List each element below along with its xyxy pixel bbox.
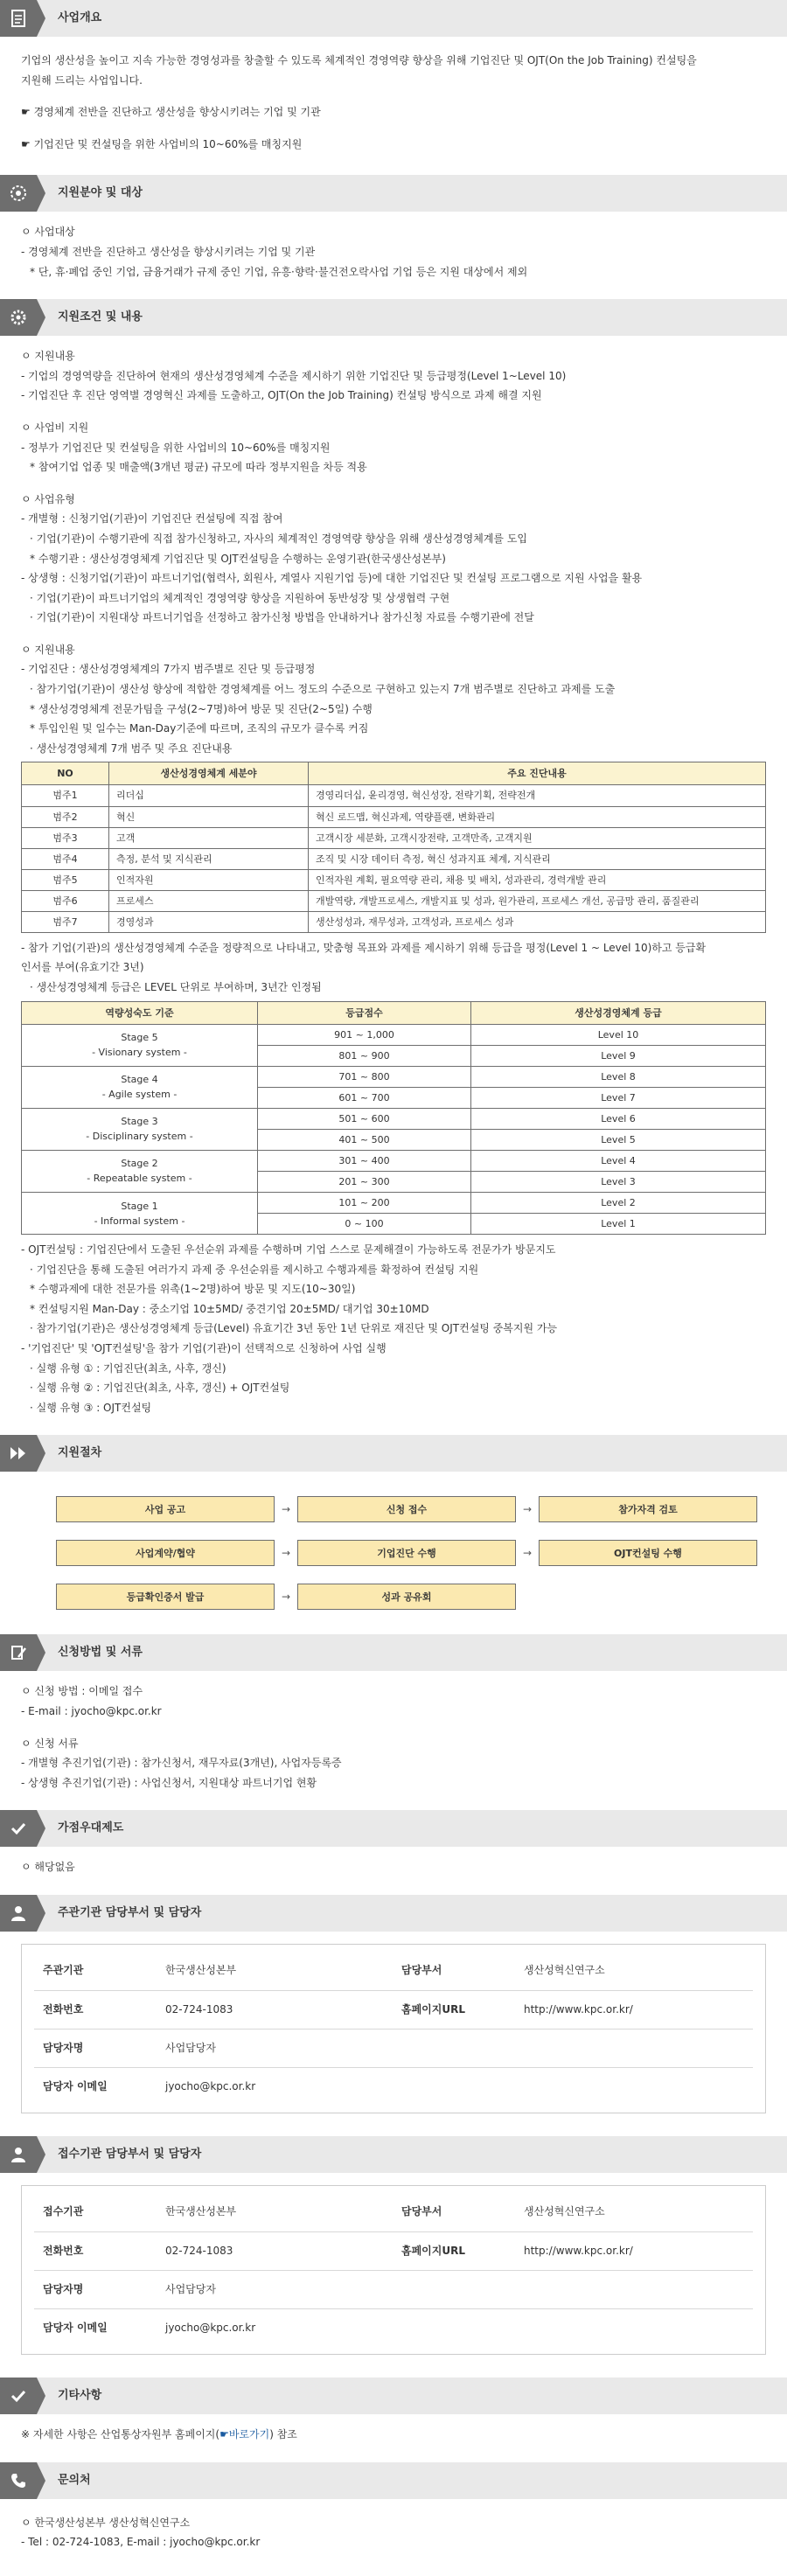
table-row xyxy=(22,1066,766,1087)
table-cell: 301 ~ 400 xyxy=(258,1150,471,1171)
list-item: ㅇ 해당없음 xyxy=(21,1861,75,1874)
list-item: - 기업의 경영역량을 진단하여 현재의 생산성경영체계 수준을 제시하기 위한 기업진단 및 등급평정(Level 1~Level 10) xyxy=(21,369,567,382)
arrow-icon: → xyxy=(281,1503,291,1516)
homepage-link[interactable]: http://www.kpc.or.kr/ xyxy=(515,2231,753,2270)
list-item: · 실행 유형 ③ : OJT컨설팅 xyxy=(30,1401,152,1414)
arrow-icon: → xyxy=(522,1503,533,1516)
table-cell: 02-724-1083 xyxy=(157,1990,393,2029)
section-etc xyxy=(0,2378,787,2462)
table-row xyxy=(22,827,766,848)
list-item: ㅇ 사업비 지원 xyxy=(21,421,89,434)
stage-name: Stage 4 xyxy=(121,1074,158,1086)
section-title: 접수기관 담당부서 및 담당자 xyxy=(58,2147,202,2161)
table-cell: 범주3 xyxy=(22,827,109,848)
table-row xyxy=(22,1108,766,1129)
section-title: 가점우대제도 xyxy=(58,1821,124,1835)
list-item: * 생산성경영체계 전문가팀을 구성(2~7명)하여 방문 및 진단(2~5일) 수행 xyxy=(30,702,373,715)
section-title: 지원분야 및 대상 xyxy=(58,186,143,200)
list-item: - OJT컨설팅 : 기업진단에서 도출된 우선순위 과제를 수행하며 기업 스스로 문제해결이 가능하도록 전문가가 방문지도 xyxy=(21,1243,556,1257)
table-cell: 프로세스 xyxy=(109,890,309,911)
procedure-step: 사업계약/협약 xyxy=(56,1540,275,1566)
table-key: 담당자 이메일 xyxy=(34,2308,157,2347)
table-cell: Level 2 xyxy=(471,1193,766,1214)
table-cell: jyocho@kpc.or.kr xyxy=(165,2321,256,2334)
arrow-icon: → xyxy=(281,1591,291,1604)
list-item: - Tel : 02-724-1083, E-mail : jyocho@kpc.or.kr xyxy=(21,2536,261,2549)
table-cell: 한국생산성본부 xyxy=(157,2193,393,2231)
section-contact xyxy=(0,2462,787,2570)
procedure-step: 사업 공고 xyxy=(56,1496,275,1522)
table-cell: 0 ~ 100 xyxy=(258,1214,471,1235)
section-title: 지원절차 xyxy=(58,1446,102,1460)
shortcut-link[interactable]: ☛바로가기 xyxy=(219,2428,270,2441)
table-cell: 범주2 xyxy=(22,806,109,827)
stage-name: Stage 2 xyxy=(121,1158,158,1170)
table-cell: 혁신 xyxy=(109,806,309,827)
list-item: · 참가기업(기관)은 생산성경영체계 등급(Level) 유효기간 3년 동안 1년 단위로 재진단 및 OJT컨설팅 중복지원 가능 xyxy=(30,1322,558,1335)
bullet: ☛ 경영체계 전반을 진단하고 생산성을 향상시키려는 기업 및 기관 xyxy=(21,106,321,119)
table-cell: 인적자원 계획, 필요역량 관리, 채용 및 배치, 성과관리, 경력개발 관리 xyxy=(309,869,766,890)
table-row xyxy=(22,1150,766,1171)
section-header xyxy=(0,0,787,37)
list-item: ㅇ 사업유형 xyxy=(21,492,75,505)
section-bonus xyxy=(0,1810,787,1895)
list-item: · 실행 유형 ① : 기업진단(최초, 사후, 갱신) xyxy=(30,1361,226,1375)
target-icon xyxy=(0,175,37,212)
stage-desc: - Disciplinary system - xyxy=(86,1131,193,1143)
list-item: - 개별형 추진기업(기관) : 참가신청서, 재무자료(3개년), 사업자등록증 xyxy=(21,1757,342,1770)
procedure-step: 기업진단 수행 xyxy=(297,1540,516,1566)
section-header xyxy=(0,1810,787,1847)
arrow-icon: → xyxy=(281,1547,291,1560)
section-procedure xyxy=(0,1435,787,1634)
table-cell: 개발역량, 개발프로세스, 개발지표 및 성과, 원가관리, 프로세스 개선, 공급망 관리, 품질관리 xyxy=(309,890,766,911)
list-item: - 기업진단 : 생산성경영체계의 7가지 범주별로 진단 및 등급평정 xyxy=(21,663,316,676)
table-row xyxy=(34,2270,753,2308)
table-row xyxy=(34,1952,753,1990)
table-cell: 501 ~ 600 xyxy=(258,1108,471,1129)
pencil-icon xyxy=(0,1634,37,1671)
list-item: * 참여기업 업종 및 매출액(3개년 평균) 규모에 따라 정부지원을 차등 적용 xyxy=(30,461,367,474)
table-key: 주관기관 xyxy=(34,1952,157,1990)
table-row xyxy=(22,785,766,806)
list-item: · 참가기업(기관)이 생산성 향상에 적합한 경영체계를 어느 정도의 수준으로 구현하고 있는지 7개 범주별로 진단하고 과제를 도출 xyxy=(30,683,616,696)
table-cell: 사업담당자 xyxy=(157,2270,753,2308)
list-item: * 컨설팅지원 Man-Day : 중소기업 10±5MD/ 중견기업 20±5MD/ 대기업 30±10MD xyxy=(30,1302,429,1315)
list-item: - 정부가 기업진단 및 컨설팅을 위한 사업비의 10~60%를 매칭지원 xyxy=(21,441,331,454)
table-cell: Level 10 xyxy=(471,1024,766,1045)
list-item: ㅇ 지원내용 xyxy=(21,350,75,363)
list-item: ㅇ 사업대상 xyxy=(21,226,75,239)
level-table xyxy=(21,1001,766,1236)
stage-cell xyxy=(22,1066,258,1108)
list-item: 인서를 부여(유효기간 3년) xyxy=(21,961,144,974)
list-item: - 개별형 : 신청기업(기관)이 기업진단 컨설팅에 직접 참여 xyxy=(21,512,283,526)
table-cell: Level 3 xyxy=(471,1171,766,1192)
table-key: 담당부서 xyxy=(393,2193,515,2231)
gear-icon xyxy=(0,299,37,336)
procedure-step: 신청 접수 xyxy=(297,1496,516,1522)
table-key: 접수기관 xyxy=(34,2193,157,2231)
list-item: - 상생형 추진기업(기관) : 사업신청서, 지원대상 파트너기업 현황 xyxy=(21,1776,317,1789)
table-key: 담당자명 xyxy=(34,2029,157,2067)
section-title: 신청방법 및 서류 xyxy=(58,1646,143,1660)
list-item: · 기업(기관)이 파트너기업의 체계적인 경영역량 향상을 지원하여 동반성장 및 상생협력 구현 xyxy=(30,591,450,604)
table-cell: 101 ~ 200 xyxy=(258,1193,471,1214)
stage-cell xyxy=(22,1193,258,1235)
table-cell: 생산성성과, 재무성과, 고객성과, 프로세스 성과 xyxy=(309,911,766,932)
table-header: 생산성경영체계 세분야 xyxy=(109,762,309,785)
table-header: 등급점수 xyxy=(258,1001,471,1024)
section-header xyxy=(0,299,787,336)
table-cell: 생산성혁신연구소 xyxy=(515,1952,753,1990)
list-item: - 기업진단 후 진단 영역별 경영혁신 과제를 도출하고, OJT(On the Job Training) 컨설팅 방식으로 과제 해결 지원 xyxy=(21,389,542,402)
list-item: - 경영체계 전반을 진단하고 생산성을 향상시키려는 기업 및 기관 xyxy=(21,245,316,258)
table-key: 홈페이지URL xyxy=(393,2231,515,2270)
section-title: 문의처 xyxy=(58,2473,91,2487)
list-item: · 생산성경영체계 등급은 LEVEL 단위로 부여하며, 3년간 인정됨 xyxy=(30,981,322,993)
table-row xyxy=(22,911,766,932)
section-condition xyxy=(0,299,787,1435)
table-key: 홈페이지URL xyxy=(393,1990,515,2029)
host-info-box xyxy=(21,1944,766,2113)
table-row xyxy=(34,2193,753,2231)
list-item: ㅇ 한국생산성본부 생산성혁신연구소 xyxy=(21,2516,191,2529)
list-item: ㅇ 지원내용 xyxy=(21,643,75,656)
table-cell: 범주7 xyxy=(22,911,109,932)
paragraph: 기업의 생산성을 높이고 지속 가능한 경영성과를 창출할 수 있도록 체계적인 경영역량 향상을 위해 기업진단 및 OJT(On the Job Training) 컨설팅을 xyxy=(21,54,697,66)
table-cell: Level 9 xyxy=(471,1045,766,1066)
table-cell: 901 ~ 1,000 xyxy=(258,1024,471,1045)
table-header: 생산성경영체계 등급 xyxy=(471,1001,766,1024)
note-text: ※ 자세한 사항은 산업통상자원부 홈페이지( xyxy=(21,2428,220,2441)
host-table xyxy=(34,1952,753,2106)
table-row xyxy=(22,1193,766,1214)
section-header xyxy=(0,2136,787,2173)
table-cell: 601 ~ 700 xyxy=(258,1087,471,1108)
list-item: ㅇ 신청 방법 : 이메일 접수 xyxy=(21,1685,143,1698)
stage-desc: - Visionary system - xyxy=(92,1047,187,1059)
table-row xyxy=(34,2067,753,2106)
table-key: 담당부서 xyxy=(393,1952,515,1990)
table-cell: 고객시장 세분화, 고객시장전략, 고객만족, 고객지원 xyxy=(309,827,766,848)
table-cell: 조직 및 시장 데이터 측정, 혁신 성과지표 체계, 지식관리 xyxy=(309,848,766,869)
section-header xyxy=(0,1634,787,1671)
section-header xyxy=(0,1435,787,1472)
table-cell: 범주5 xyxy=(22,869,109,890)
table-row xyxy=(22,1024,766,1045)
table-key: 담당자 이메일 xyxy=(34,2067,157,2106)
table-cell: 사업담당자 xyxy=(157,2029,753,2067)
list-item: - 상생형 : 신청기업(기관)이 파트너기업(협력사, 회원사, 계열사 지원기업 등)에 대한 기업진단 및 컨설팅 프로그램으로 지원 사업을 활용 xyxy=(21,572,643,585)
list-item: · 생산성경영체계 7개 범주 및 주요 진단내용 xyxy=(30,741,233,755)
person-icon xyxy=(0,2136,37,2173)
table-cell: 701 ~ 800 xyxy=(258,1066,471,1087)
table-cell: 경영성과 xyxy=(109,911,309,932)
table-header: 역량성숙도 기준 xyxy=(22,1001,258,1024)
table-cell: 한국생산성본부 xyxy=(157,1952,393,1990)
procedure-step: OJT컨설팅 수행 xyxy=(539,1540,757,1566)
stage-desc: - Informal system - xyxy=(94,1215,185,1227)
table-row xyxy=(22,890,766,911)
stage-name: Stage 3 xyxy=(121,1116,158,1128)
table-cell: 201 ~ 300 xyxy=(258,1171,471,1192)
stage-desc: - Repeatable system - xyxy=(87,1173,192,1185)
check-icon xyxy=(0,1810,37,1847)
double-arrow-icon xyxy=(0,1435,37,1472)
receiver-table xyxy=(34,2193,753,2347)
table-row xyxy=(22,806,766,827)
table-cell: Level 6 xyxy=(471,1108,766,1129)
note-text: ) 참조 xyxy=(269,2428,297,2441)
table-cell: 범주6 xyxy=(22,890,109,911)
table-cell: Level 7 xyxy=(471,1087,766,1108)
section-header xyxy=(0,2462,787,2499)
section-field xyxy=(0,175,787,299)
person-icon xyxy=(0,1895,37,1932)
table-cell: 경영리더십, 윤리경영, 혁신성장, 전략기획, 전략전개 xyxy=(309,785,766,806)
phone-icon xyxy=(0,2462,37,2499)
table-row xyxy=(22,848,766,869)
list-item: * 단, 휴·폐업 중인 기업, 금융거래가 규제 중인 기업, 유흥·향락·불건전오락사업 기업 등은 지원 대상에서 제외 xyxy=(30,265,528,278)
check-icon xyxy=(0,2378,37,2414)
table-cell: Level 5 xyxy=(471,1129,766,1150)
list-item: ㅇ 신청 서류 xyxy=(21,1737,79,1750)
table-row xyxy=(34,2231,753,2270)
stage-desc: - Agile system - xyxy=(101,1089,178,1101)
list-item: * 투입인원 및 일수는 Man-Day기준에 따르며, 조직의 규모가 클수록 커짐 xyxy=(30,722,369,735)
section-header xyxy=(0,1895,787,1932)
section-title: 지원조건 및 내용 xyxy=(58,310,143,324)
section-header xyxy=(0,2378,787,2414)
list-item: - E-mail : jyocho@kpc.or.kr xyxy=(21,1705,162,1718)
table-row xyxy=(34,2308,753,2347)
table-cell: 리더십 xyxy=(109,785,309,806)
table-cell: 고객 xyxy=(109,827,309,848)
table-cell: 401 ~ 500 xyxy=(258,1129,471,1150)
table-cell: 범주1 xyxy=(22,785,109,806)
table-header: NO xyxy=(22,762,109,785)
table-cell: 범주4 xyxy=(22,848,109,869)
table-row xyxy=(22,869,766,890)
document-icon xyxy=(0,0,37,37)
list-item: · 기업(기관)이 지원대상 파트너기업을 선정하고 참가신청 방법을 안내하거나 참가신청 자료를 수행기관에 전달 xyxy=(30,611,534,624)
stage-cell xyxy=(22,1024,258,1066)
table-cell: Level 1 xyxy=(471,1214,766,1235)
list-item: * 수행과제에 대한 전문가를 위촉(1~2명)하여 방문 및 지도(10~30일) xyxy=(30,1283,356,1296)
table-cell: 생산성혁신연구소 xyxy=(515,2193,753,2231)
table-key: 담당자명 xyxy=(34,2270,157,2308)
section-title: 기타사항 xyxy=(58,2388,102,2402)
table-header: 주요 진단내용 xyxy=(309,762,766,785)
stage-name: Stage 5 xyxy=(121,1032,158,1044)
list-item: · 실행 유형 ② : 기업진단(최초, 사후, 갱신) + OJT컨설팅 xyxy=(30,1382,290,1395)
section-host xyxy=(0,1895,787,2136)
receiver-info-box xyxy=(21,2185,766,2355)
section-apply xyxy=(0,1634,787,1810)
table-cell: 인적자원 xyxy=(109,869,309,890)
table-key: 전화번호 xyxy=(34,2231,157,2270)
list-item: - '기업진단' 및 'OJT컨설팅'을 참가 기업(기관)이 선택적으로 신청하여 사업 실행 xyxy=(21,1342,387,1355)
note xyxy=(21,2426,766,2443)
stage-cell xyxy=(22,1150,258,1192)
table-row xyxy=(34,1990,753,2029)
table-cell: Level 4 xyxy=(471,1150,766,1171)
table-cell: 801 ~ 900 xyxy=(258,1045,471,1066)
table-key: 전화번호 xyxy=(34,1990,157,2029)
list-item: · 기업(기관)이 수행기관에 직접 참가신청하고, 자사의 체계적인 경영역량 향상을 위해 생산성경영체계를 도입 xyxy=(30,532,528,545)
table-cell: 02-724-1083 xyxy=(157,2231,393,2270)
stage-name: Stage 1 xyxy=(121,1200,158,1212)
table-cell: 혁신 로드맵, 혁신과제, 역량플랜, 변화관리 xyxy=(309,806,766,827)
procedure-flow xyxy=(56,1496,763,1610)
list-item: * 수행기관 : 생산성경영체계 기업진단 및 OJT컨설팅을 수행하는 운영기관(한국생산성본부) xyxy=(30,552,446,565)
table-row xyxy=(34,2029,753,2067)
table-cell: Level 8 xyxy=(471,1066,766,1087)
section-title: 주관기관 담당부서 및 담당자 xyxy=(58,1905,202,1919)
section-overview xyxy=(0,0,787,175)
paragraph: 지원해 드리는 사업입니다. xyxy=(21,73,143,87)
table-cell: jyocho@kpc.or.kr xyxy=(165,2079,256,2092)
arrow-icon: → xyxy=(522,1547,533,1560)
table-cell: 측정, 분석 및 지식관리 xyxy=(109,848,309,869)
procedure-step: 등급확인증서 발급 xyxy=(56,1584,275,1610)
section-title: 사업개요 xyxy=(58,10,102,24)
list-item: · 기업진단을 통해 도출된 여러가지 과제 중 우선순위를 제시하고 수행과제를 확정하여 컨설팅 지원 xyxy=(30,1263,479,1276)
category-table xyxy=(21,762,766,932)
homepage-link[interactable]: http://www.kpc.or.kr/ xyxy=(515,1990,753,2029)
section-receiver xyxy=(0,2136,787,2378)
list-item: - 참가 기업(기관)의 생산성경영체계 수준을 정량적으로 나타내고, 맞춤형 목표와 과제를 제시하기 위해 등급을 평정(Level 1 ~ Level 10)하고 등급확 xyxy=(21,941,707,954)
section-header xyxy=(0,175,787,212)
bullet: ☛ 기업진단 및 컨설팅을 위한 사업비의 10~60%를 매칭지원 xyxy=(21,137,303,150)
stage-cell xyxy=(22,1108,258,1150)
procedure-step: 참가자격 검토 xyxy=(539,1496,757,1522)
procedure-step: 성과 공유회 xyxy=(297,1584,516,1610)
